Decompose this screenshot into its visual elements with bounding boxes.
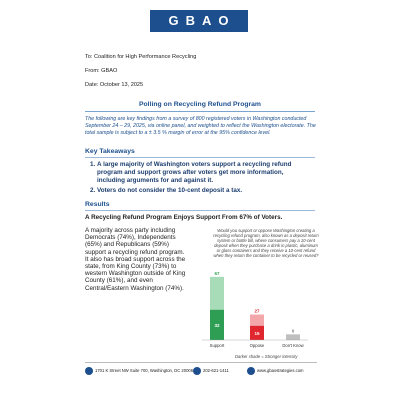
- category-label: Don't Know: [282, 343, 304, 348]
- gbao-logo: GBAO: [150, 10, 248, 32]
- category-label: Support: [209, 343, 225, 348]
- title-divider: [85, 111, 315, 112]
- takeaway-text: A large majority of Washington voters support a recycling refund program and support grows after voters get more information, including arguments for and against it.: [97, 161, 292, 184]
- results-summary: A majority across party including Democrats (74%), Independents (65%) and Republicans (59%) support a recycling refund program. It also has broad support across the state, from King County (73%) to western Washington outside of King County (61%), and even Central/Eastern Washington (74%).: [85, 227, 186, 292]
- bar-total: [286, 334, 300, 340]
- memo-from: From: GBAO: [85, 68, 118, 74]
- data-label-strong: 32: [214, 322, 220, 328]
- key-takeaways-heading: Key Takeaways: [85, 148, 135, 155]
- takeaway-item: [90, 187, 302, 195]
- takeaway-number: 1.: [90, 161, 96, 168]
- data-label-strong: 15: [254, 330, 260, 336]
- document-title: Polling on Recycling Refund Program: [139, 101, 261, 108]
- chart-question: Would you support or oppose Washington creating a recycling refund program, also known as a deposit return system or bottle bill, where consumers pay a 10-cent deposit when they purchase a drink in plastic, aluminum or glass containers and they receive a 10-cent refund when they return the container to be recycled or reused?: [213, 228, 319, 258]
- footer-divider: [85, 362, 317, 363]
- takeaway-text: Voters do not consider the 10-cent deposit a tax.: [97, 187, 243, 194]
- memo-to: To: Coalition for High Performance Recycling: [85, 54, 197, 60]
- takeaway-number: 2.: [90, 187, 96, 194]
- phone-icon: [193, 367, 201, 375]
- takeaway-item: [90, 161, 302, 185]
- chart-footnote: Darker shade = Stronger intensity: [235, 354, 298, 359]
- location-pin-icon: [85, 367, 93, 375]
- results-section-title: A Recycling Refund Program Enjoys Support From 67% of Voters.: [85, 214, 283, 221]
- memo-header: [85, 54, 196, 96]
- support-oppose-chart: [200, 268, 310, 356]
- data-label-total: 6: [291, 328, 295, 334]
- intro-paragraph: The following are key findings from a survey of 800 registered voters in Washington conducted September 24 – 29, 2025, via online panel, and weighted to reflect the Washington electorate. The total sample is subject to a ± 3.5 % margin of error at the 95% confidence level.: [85, 116, 316, 136]
- results-divider: [85, 210, 315, 211]
- data-label-total: 27: [254, 308, 260, 314]
- globe-icon: [247, 367, 255, 375]
- memo-date: Date: October 13, 2025: [85, 82, 144, 88]
- category-label: Oppose: [249, 343, 265, 348]
- results-heading: Results: [85, 201, 110, 208]
- data-label-total: 67: [214, 270, 220, 276]
- key-takeaways-divider: [85, 157, 315, 158]
